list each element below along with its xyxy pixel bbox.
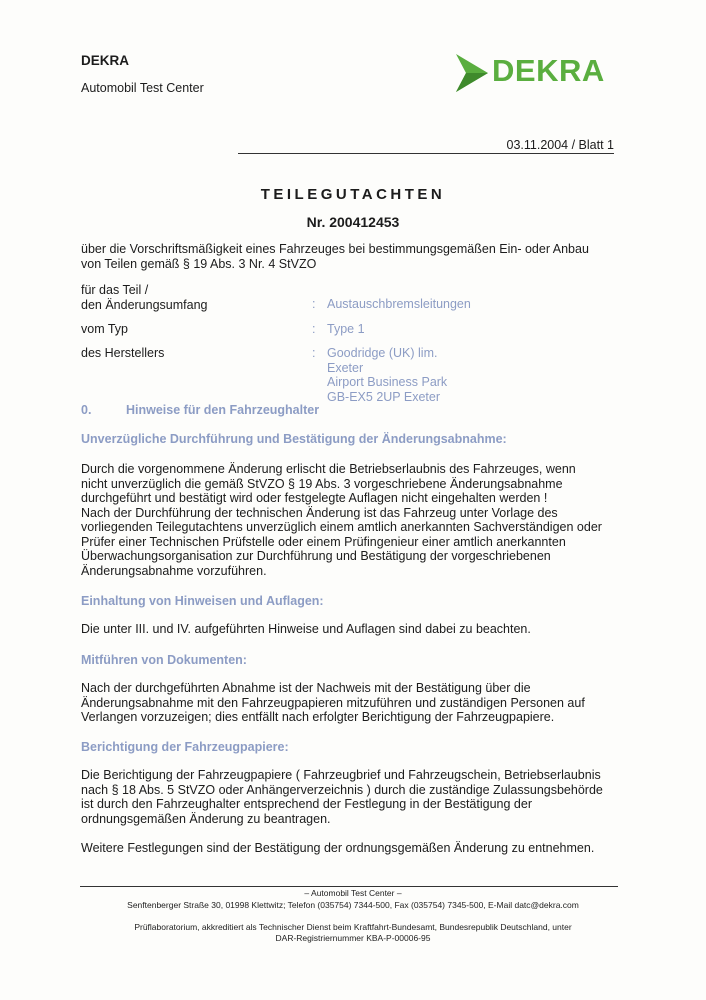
- paragraph-line: Änderungsabnahme vorzuführen.: [81, 563, 267, 578]
- heading-hinweise: Einhaltung von Hinweisen und Auflagen:: [81, 594, 324, 608]
- teil-label: [81, 283, 207, 312]
- footer-address: Senftenberger Straße 30, 01998 Klettwitz; Telefon (035754) 7344-500, Fax (035754) 7345-500, E-Mail datc@dekra.com: [127, 900, 579, 910]
- teil-label-line-2: den Änderungsumfang: [81, 297, 208, 312]
- intro-line-2: von Teilen gemäß § 19 Abs. 3 Nr. 4 StVZO: [81, 256, 317, 271]
- teil-colon: :: [312, 297, 316, 311]
- paragraph-line: vorliegenden Teilegutachtens unverzüglich einem amtlich anerkannten Sachverständigen oder: [81, 520, 602, 534]
- section-title: Hinweise für den Fahrzeughalter: [126, 403, 320, 417]
- hersteller-line: Goodridge (UK) lim.: [327, 346, 438, 360]
- paragraph-hinweise: Die unter III. und IV. aufgeführten Hinweise und Auflagen sind dabei zu beachten.: [81, 622, 531, 636]
- paragraph-berichtigung: [81, 768, 616, 826]
- paragraph-line: Nach der Durchführung der technischen Änderung ist das Fahrzeug unter Vorlage des: [81, 505, 558, 520]
- footer-registration: DAR-Registriernummer KBA-P-00006-95: [275, 933, 431, 943]
- paragraph-festlegungen: Weitere Festlegungen sind der Bestätigung der ordnungsgemäßen Änderung zu entnehmen.: [81, 841, 595, 855]
- document-title: TEILEGUTACHTEN: [260, 186, 446, 203]
- dekra-logo-text: DEKRA: [492, 53, 605, 88]
- paragraph-line: durchgeführt und bestätigt wird oder festgelegte Auflagen nicht eingehalten werden !: [81, 491, 548, 505]
- paragraph-line: Durch die vorgenommene Änderung erlischt die Betriebserlaubnis des Fahrzeuges, wenn: [81, 462, 576, 476]
- header-subtitle: Automobil Test Center: [81, 81, 204, 95]
- heading-durchfuehrung: Unverzügliche Durchführung und Bestätigung der Änderungsabnahme:: [81, 432, 507, 446]
- paragraph-line: Die Berichtigung der Fahrzeugpapiere ( Fahrzeugbrief und Fahrzeugschein, Betriebserlaubnis: [81, 768, 601, 782]
- paragraph-line: Änderungsabnahme mit den Fahrzeugpapieren mitzuführen und zuständigen Personen auf: [81, 695, 585, 710]
- paragraph-line: nicht unverzüglich die gemäß StVZO § 19 Abs. 3 vorgeschriebene Änderungsabnahme: [81, 476, 563, 491]
- document-number: Nr. 200412453: [306, 214, 400, 230]
- typ-colon: :: [312, 322, 316, 336]
- paragraph-line: Verlangen vorzuzeigen; dies entfällt nach erfolgter Berichtigung der Fahrzeugpapiere.: [81, 710, 555, 724]
- footer-accreditation: Prüflaboratorium, akkreditiert als Technischer Dienst beim Kraftfahrt-Bundesamt, Bundesrepublik Deutschland, unter: [134, 922, 572, 932]
- section-number: 0.: [81, 403, 92, 417]
- teil-label-line-1: für das Teil /: [81, 283, 149, 297]
- hersteller-line: Airport Business Park: [327, 375, 448, 389]
- teil-value: Austauschbremsleitungen: [327, 297, 471, 311]
- header-org-name: DEKRA: [81, 53, 130, 68]
- typ-label: vom Typ: [81, 322, 129, 336]
- paragraph-line: nach § 18 Abs. 5 StVZO oder Anhängerverzeichnis ) durch die zuständige Zulassungsbehörde: [81, 782, 603, 797]
- paragraph-line: Prüfer einer Technischen Prüfstelle oder einem Prüfingenieur einer amtlich anerkannten: [81, 534, 566, 549]
- intro-line-1: über die Vorschriftsmäßigkeit eines Fahrzeuges bei bestimmungsgemäßen Ein- oder Anbau: [81, 242, 589, 256]
- dekra-logo-icon: [452, 50, 492, 96]
- date-sheet: 03.11.2004 / Blatt 1: [506, 138, 614, 152]
- hersteller-colon: :: [312, 346, 316, 360]
- paragraph-dokumente: [81, 681, 616, 725]
- paragraph-line: Nach der durchgeführten Abnahme ist der Nachweis mit der Bestätigung über die: [81, 681, 531, 695]
- intro-text: [81, 242, 616, 271]
- hersteller-label: des Herstellers: [81, 346, 165, 360]
- paragraph-line: ist durch den Fahrzeughalter entsprechend der Festlegung in der Bestätigung der: [81, 797, 532, 811]
- heading-dokumente: Mitführen von Dokumenten:: [81, 653, 247, 667]
- header-divider: [238, 153, 614, 154]
- paragraph-line: ordnungsgemäßen Änderung zu beantragen.: [81, 811, 331, 826]
- hersteller-line: Exeter: [327, 360, 364, 375]
- footer-org: – Automobil Test Center –: [304, 888, 402, 898]
- footer-divider: [80, 886, 618, 887]
- paragraph-durchfuehrung: [81, 462, 616, 578]
- heading-berichtigung: Berichtigung der Fahrzeugpapiere:: [81, 740, 289, 754]
- typ-value: Type 1: [327, 322, 365, 336]
- paragraph-line: Überwachungsorganisation zur Durchführung und Bestätigung der vorgeschriebenen: [81, 549, 551, 563]
- hersteller-address: [327, 346, 447, 404]
- hersteller-line: GB-EX5 2UP Exeter: [327, 389, 441, 404]
